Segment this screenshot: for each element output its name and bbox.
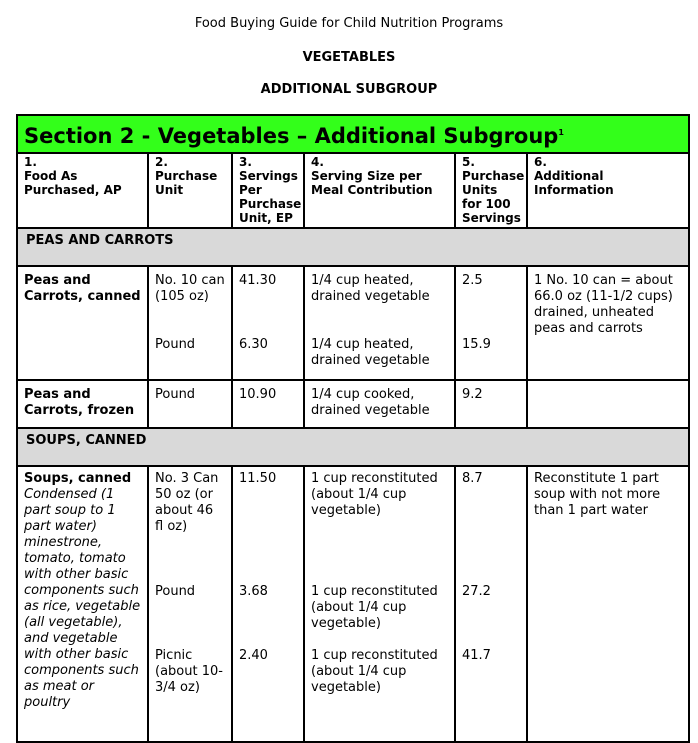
- purchase-unit: No. 3 Can 50 oz (or about 46 fl oz): [155, 471, 219, 534]
- purchase-unit: No. 10 can (105 oz): [155, 273, 225, 304]
- category-heading: VEGETABLES: [302, 50, 396, 65]
- units-100-value: 41.7: [462, 648, 491, 663]
- units-100-cell: [455, 466, 527, 742]
- units-100-cell: [455, 266, 527, 380]
- food-name-cell: [17, 466, 148, 742]
- serving-size: 1 cup reconstituted (about 1/4 cup vegetable): [311, 584, 438, 631]
- column-header-row: [17, 153, 689, 228]
- units-100-value: 15.9: [462, 337, 491, 352]
- servings-value: 3.68: [239, 584, 268, 599]
- servings-value: 6.30: [239, 337, 268, 352]
- servings-value: 11.50: [239, 471, 277, 486]
- purchase-unit-cell: [148, 466, 232, 742]
- additional-info-cell: [527, 466, 689, 742]
- servings-value: 41.30: [239, 273, 277, 288]
- food-buying-table: [16, 114, 690, 743]
- food-name: Soups, canned: [24, 471, 132, 486]
- food-name-cell: [17, 380, 148, 428]
- group-row-soups-canned: [17, 428, 689, 466]
- section-title-row: [17, 115, 689, 153]
- column-label: Servings Per Purchase Unit, EP: [239, 169, 302, 225]
- additional-info: Reconstitute 1 part soup with not more than 1 part water: [534, 471, 661, 518]
- section-title-text: Section 2 - Vegetables – Additional Subgroup: [24, 124, 559, 148]
- purchase-unit: Pound: [155, 387, 196, 402]
- column-label: Additional Information: [534, 169, 614, 197]
- serving-size: 1/4 cup cooked, drained vegetable: [311, 387, 430, 418]
- column-label: Purchase Units for 100 Servings: [462, 169, 525, 225]
- purchase-unit: Pound: [155, 584, 196, 599]
- units-100-value: 9.2: [462, 387, 483, 402]
- column-header-4: [304, 153, 455, 228]
- serving-size-cell: [304, 380, 455, 428]
- serving-size: 1/4 cup heated, drained vegetable: [311, 273, 430, 304]
- food-description: Condensed (1 part soup to 1 part water) minestrone, tomato, tomato with other basic components such as rice, vegetable (all vegetable), and vegetable with other basic components such as meat or poultry: [24, 487, 141, 710]
- servings-cell: [232, 466, 304, 742]
- section-title: [17, 115, 689, 153]
- group-label: SOUPS, CANNED: [17, 428, 689, 466]
- food-name: Peas and Carrots, canned: [24, 273, 141, 304]
- column-label: Serving Size per Meal Contribution: [311, 169, 433, 197]
- serving-size: 1 cup reconstituted (about 1/4 cup vegetable): [311, 471, 438, 518]
- serving-size: 1 cup reconstituted (about 1/4 cup vegetable): [311, 648, 438, 695]
- column-number: 4.: [311, 155, 324, 169]
- group-label: PEAS AND CARROTS: [17, 228, 689, 266]
- units-100-value: 2.5: [462, 273, 483, 288]
- column-number: 2.: [155, 155, 168, 169]
- column-number: 3.: [239, 155, 252, 169]
- units-100-cell: [455, 380, 527, 428]
- column-header-2: [148, 153, 232, 228]
- serving-size-cell: [304, 266, 455, 380]
- units-100-value: 8.7: [462, 471, 483, 486]
- group-row-peas-and-carrots: [17, 228, 689, 266]
- additional-info-cell: [527, 380, 689, 428]
- serving-size: 1/4 cup heated, drained vegetable: [311, 337, 430, 368]
- food-name: Peas and Carrots, frozen: [24, 387, 135, 418]
- additional-info-cell: [527, 266, 689, 380]
- column-header-3: [232, 153, 304, 228]
- purchase-unit-cell: [148, 380, 232, 428]
- units-100-value: 27.2: [462, 584, 491, 599]
- column-label: Purchase Unit: [155, 169, 218, 197]
- servings-cell: [232, 266, 304, 380]
- additional-info: 1 No. 10 can = about 66.0 oz (11-1/2 cups) drained, unheated peas and carrots: [534, 273, 673, 336]
- servings-value: 10.90: [239, 387, 277, 402]
- column-header-5: [455, 153, 527, 228]
- column-header-6: [527, 153, 689, 228]
- column-number: 1.: [24, 155, 37, 169]
- section-footnote: 1: [558, 128, 564, 137]
- column-number: 6.: [534, 155, 547, 169]
- food-name-cell: [17, 266, 148, 380]
- table-row: [17, 266, 689, 380]
- servings-value: 2.40: [239, 648, 268, 663]
- purchase-unit-cell: [148, 266, 232, 380]
- table-row: [17, 380, 689, 428]
- document-title: Food Buying Guide for Child Nutrition Programs: [194, 16, 504, 31]
- table-row: [17, 466, 689, 742]
- column-label: Food As Purchased, AP: [24, 169, 122, 197]
- column-number: 5.: [462, 155, 475, 169]
- subgroup-heading: ADDITIONAL SUBGROUP: [260, 82, 438, 97]
- purchase-unit: Pound: [155, 337, 196, 352]
- column-header-1: [17, 153, 148, 228]
- purchase-unit: Picnic (about 10-3/4 oz): [155, 648, 223, 695]
- serving-size-cell: [304, 466, 455, 742]
- servings-cell: [232, 380, 304, 428]
